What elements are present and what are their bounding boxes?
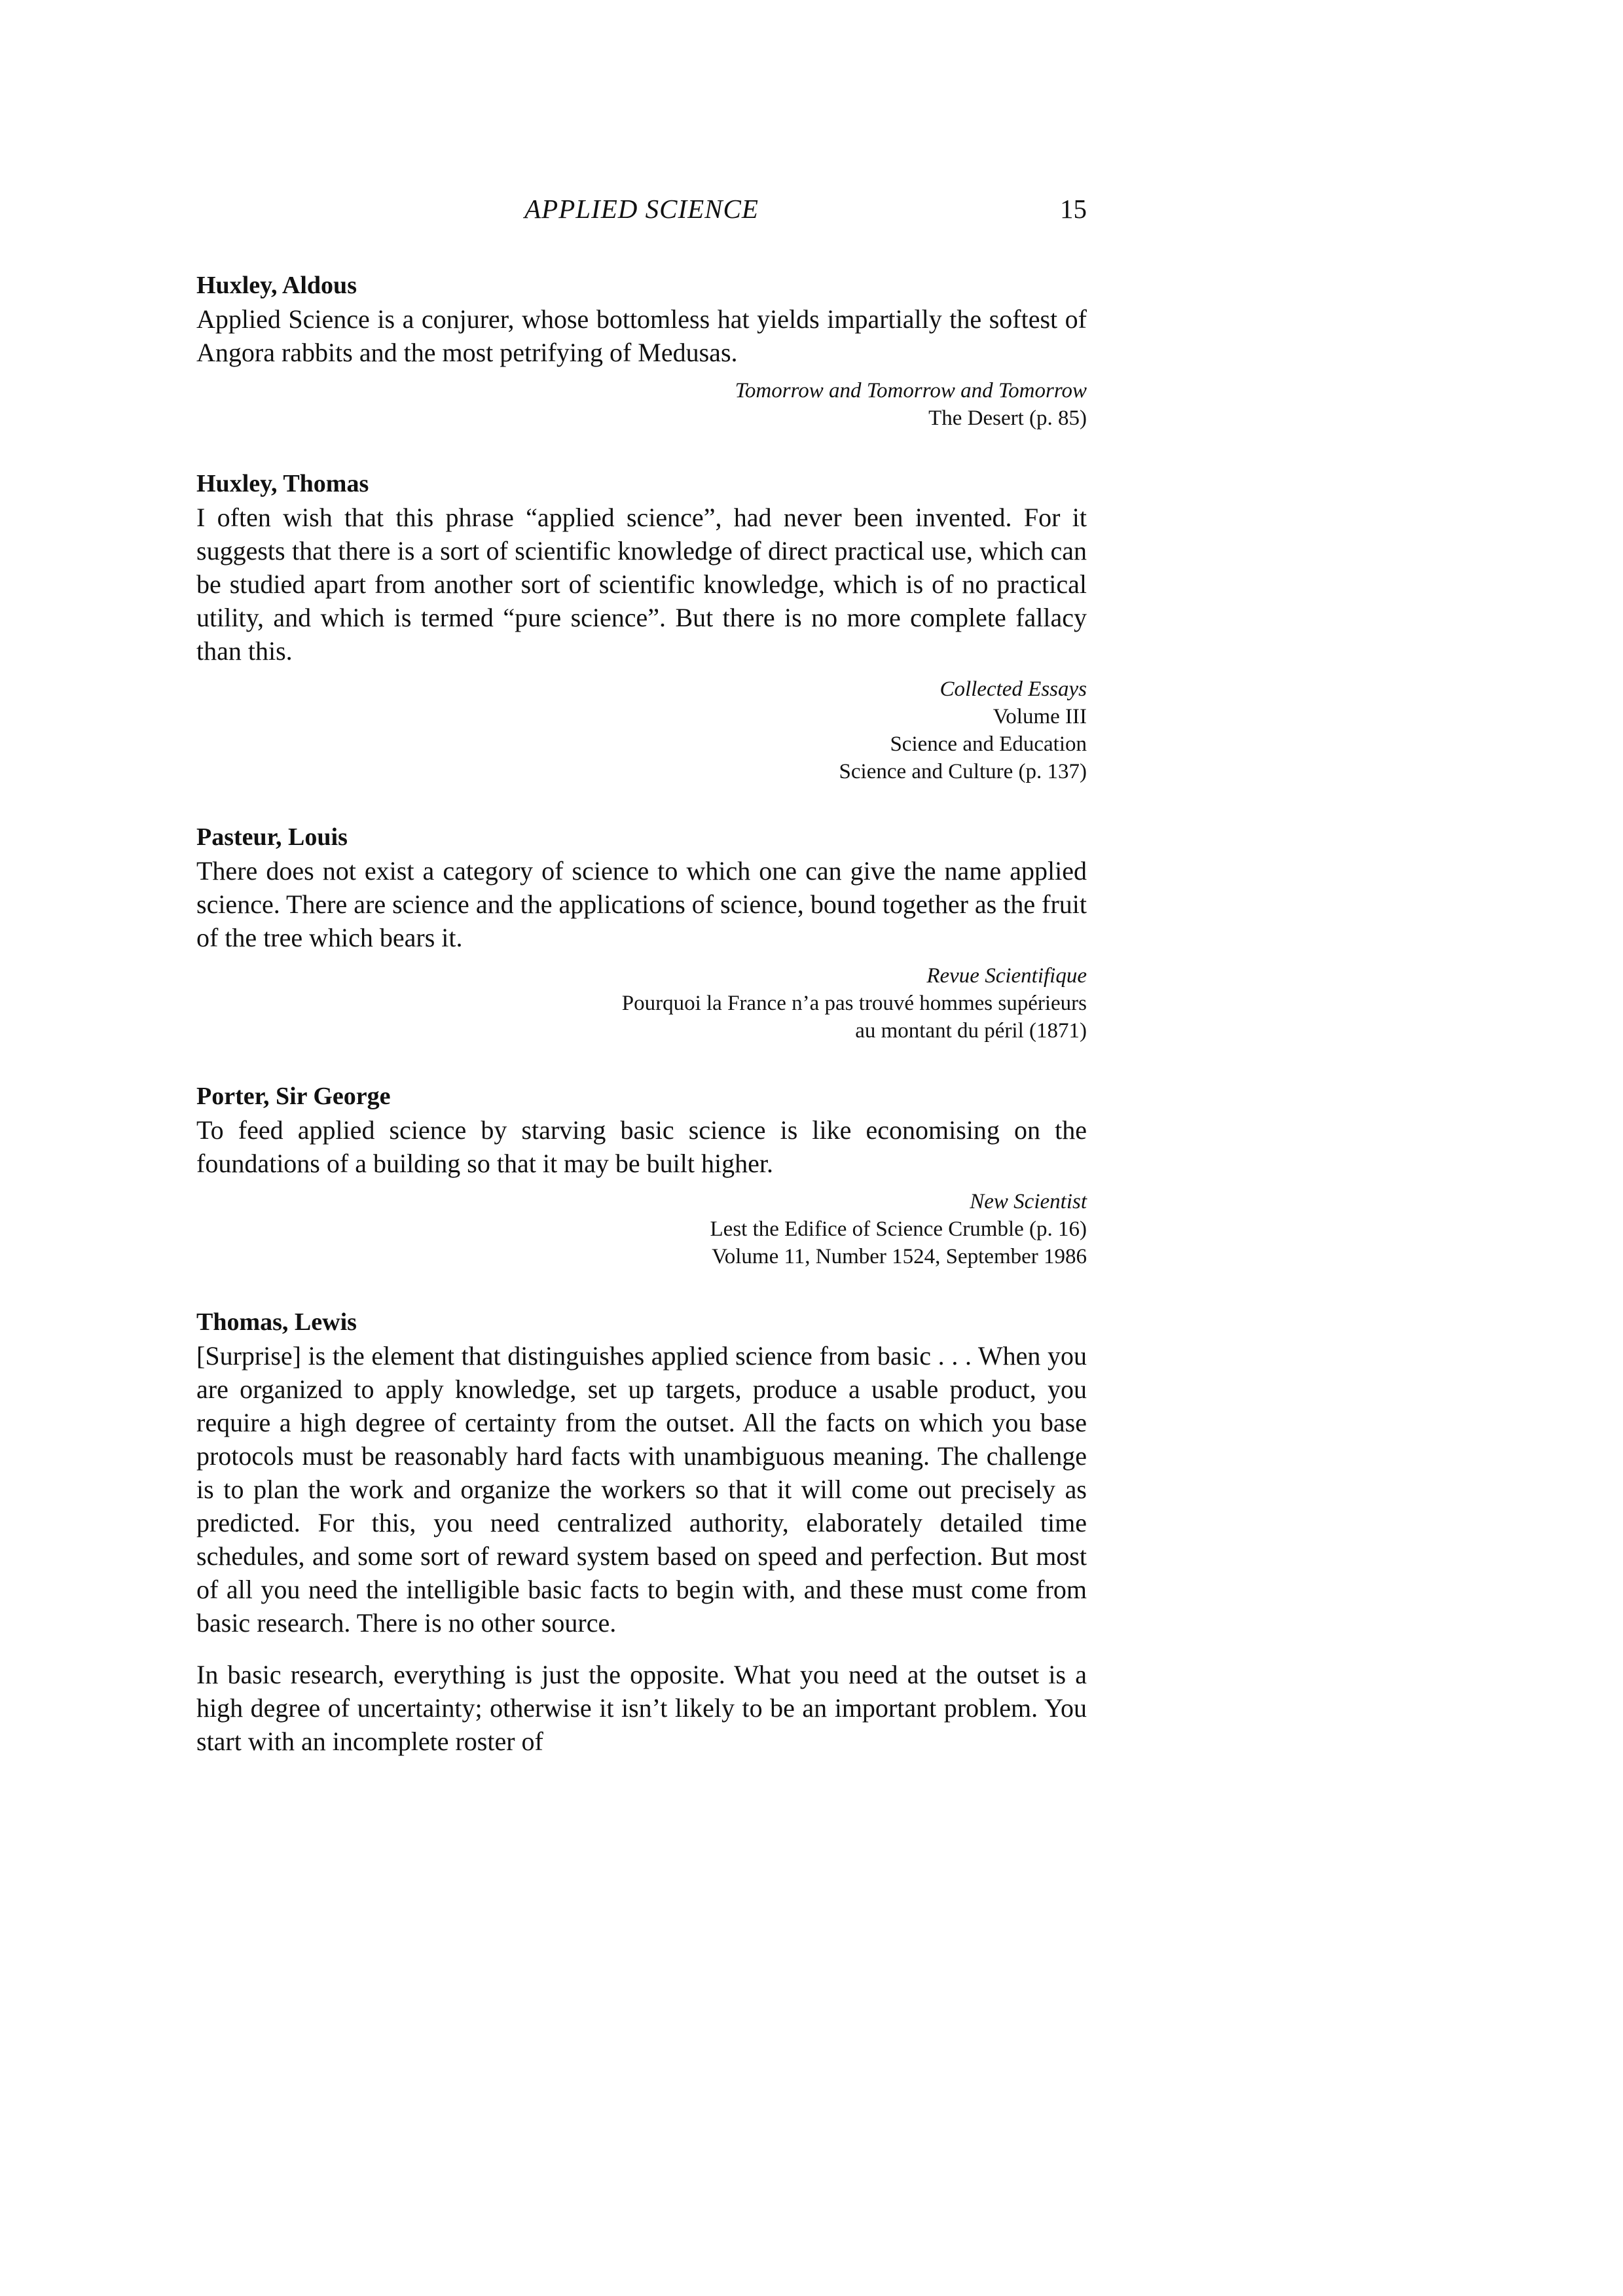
source-line: Volume 11, Number 1524, September 1986 <box>712 1245 1087 1268</box>
source-line: Pourquoi la France n’a pas trouvé hommes supérieurs <box>621 992 1087 1015</box>
source-citation <box>196 675 1087 785</box>
running-title: APPLIED SCIENCE <box>524 194 759 224</box>
quote-text-continued: In basic research, everything is just the opposite. What you need at the outset is a high degree of uncertainty; otherwise it isn’t likely to be an important problem. You start with an incomplete roster of <box>196 1660 1087 1756</box>
source-work-title: Revue Scientifique <box>926 964 1087 988</box>
quote-text: To feed applied science by starving basic science is like economising on the foundations of a building so that it may be built higher. <box>196 1115 1087 1178</box>
author-name: Huxley, Aldous <box>196 272 357 299</box>
source-citation <box>196 962 1087 1045</box>
author-name: Huxley, Thomas <box>196 470 369 497</box>
quote-text: I often wish that this phrase “applied science”, had never been invented. For it suggests that there is a sort of scientific knowledge of direct practical use, which can be studied apart from another sort of scientific knowledge, which is of no practical utility, and which is termed “pure science”. But there is no more complete fallacy than this. <box>196 503 1087 666</box>
running-head <box>196 193 1087 239</box>
page <box>196 193 1087 1758</box>
author-name: Porter, Sir George <box>196 1083 391 1110</box>
quote-entry-huxley-aldous <box>196 268 1087 432</box>
quote-entry-thomas-lewis <box>196 1305 1087 1758</box>
source-line: Lest the Edifice of Science Crumble (p. 16) <box>710 1217 1087 1241</box>
source-citation <box>196 377 1087 432</box>
source-work-title: New Scientist <box>970 1190 1087 1213</box>
quote-entry-porter-george <box>196 1079 1087 1270</box>
page-number: 15 <box>1060 194 1087 224</box>
source-line: au montant du péril (1871) <box>855 1019 1087 1043</box>
source-line: Science and Culture (p. 137) <box>839 760 1087 783</box>
source-line: Volume III <box>993 705 1087 728</box>
author-name: Pasteur, Louis <box>196 823 348 851</box>
source-line: Science and Education <box>890 732 1087 756</box>
author-name: Thomas, Lewis <box>196 1308 357 1336</box>
source-line: The Desert (p. 85) <box>928 406 1087 430</box>
quote-text: Applied Science is a conjurer, whose bottomless hat yields impartially the softest of Angora rabbits and the most petrifying of Medusas. <box>196 304 1087 367</box>
quote-entry-pasteur-louis <box>196 820 1087 1045</box>
quote-text: There does not exist a category of science to which one can give the name applied science. There are science and the applications of science, bound together as the fruit of the tree which bears it. <box>196 856 1087 952</box>
source-citation <box>196 1188 1087 1270</box>
quote-text: [Surprise] is the element that distinguishes applied science from basic . . . When you are organized to apply knowledge, set up targets, produce a usable product, you require a high degree of certainty from the outset. All the facts on which you base protocols must be reasonably hard facts with unambiguous meaning. The challenge is to plan the work and organize the workers so that it will come out precisely as predicted. For this, you need centralized authority, elaborately detailed time schedules, and some sort of reward system based on speed and perfection. But most of all you need the intelligible basic facts to begin with, and these must come from basic research. There is no other source. <box>196 1341 1087 1638</box>
source-work-title: Collected Essays <box>939 677 1087 701</box>
source-work-title: Tomorrow and Tomorrow and Tomorrow <box>735 379 1087 403</box>
quote-entry-huxley-thomas <box>196 467 1087 785</box>
